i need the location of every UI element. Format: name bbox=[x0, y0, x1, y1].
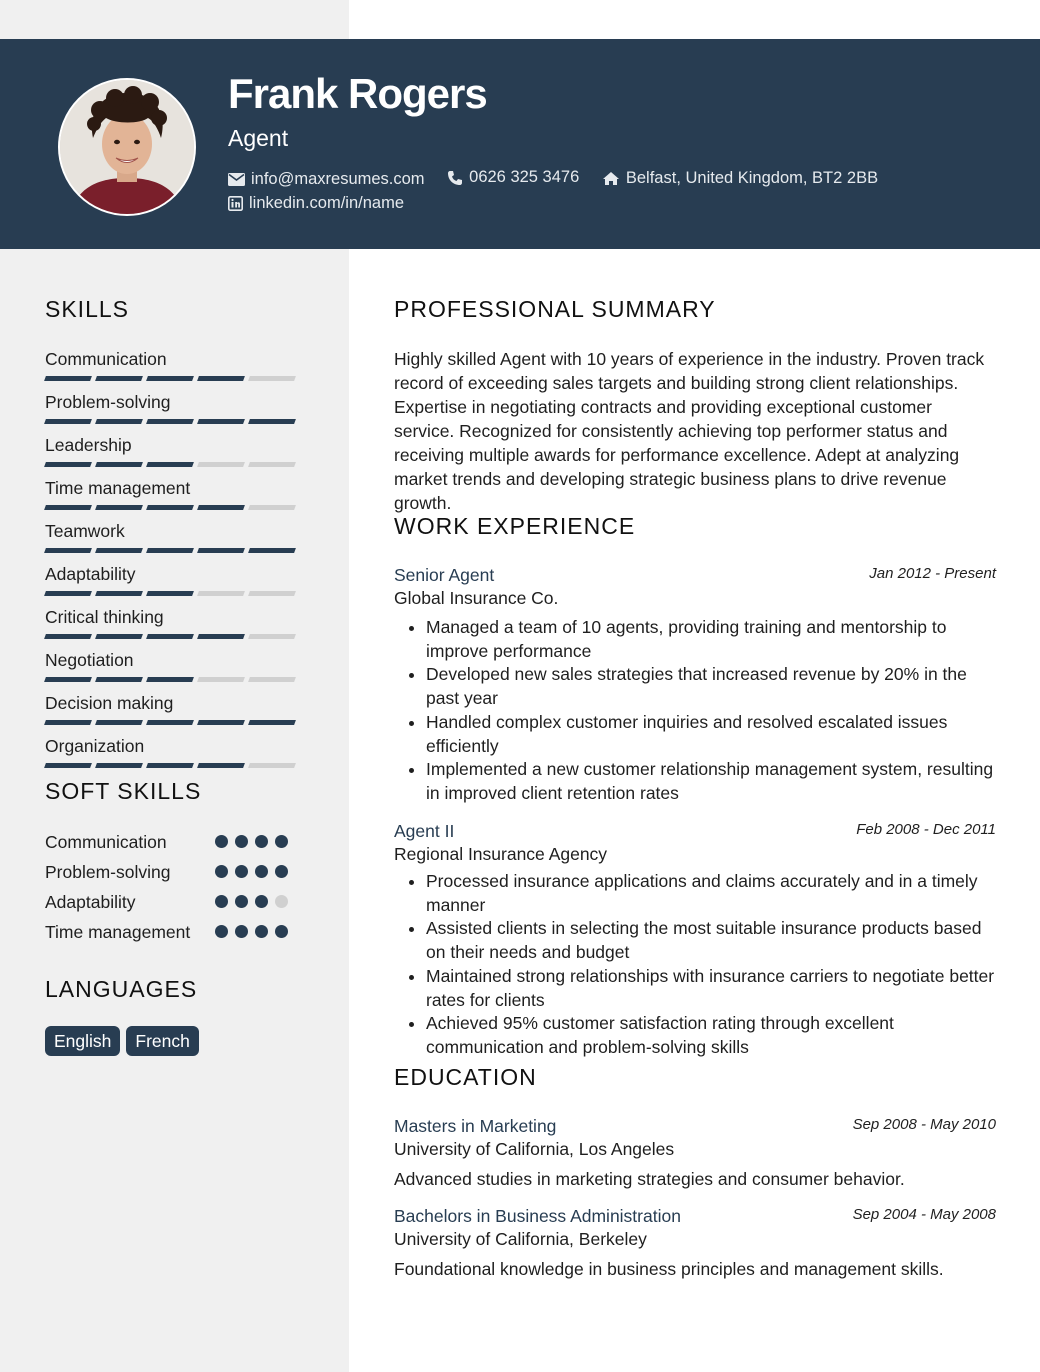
skill-level-bar bbox=[45, 505, 295, 510]
job-bullets bbox=[394, 616, 996, 806]
job-bullet: • Developed new sales strategies that increased revenue by 20% in the past year bbox=[426, 663, 996, 710]
skill-level-segment bbox=[248, 634, 296, 639]
skill-item bbox=[45, 692, 305, 735]
skill-level-segment bbox=[197, 677, 245, 682]
skill-level-segment bbox=[146, 376, 194, 381]
skill-name: Decision making bbox=[45, 693, 174, 713]
rating-dot bbox=[255, 925, 268, 938]
languages-list bbox=[45, 1026, 199, 1056]
skill-level-segment bbox=[95, 548, 143, 553]
skill-item bbox=[45, 606, 305, 649]
skill-level-segment bbox=[197, 462, 245, 467]
education-note: Advanced studies in marketing strategies and consumer behavior. bbox=[394, 1169, 905, 1189]
job-bullets bbox=[394, 870, 996, 1060]
soft-skill-name: Problem-solving bbox=[45, 862, 171, 882]
skill-level-segment bbox=[248, 763, 296, 768]
skill-item bbox=[45, 434, 305, 477]
skill-level-segment bbox=[44, 763, 92, 768]
skill-level-segment bbox=[95, 505, 143, 510]
contact-row bbox=[228, 168, 896, 191]
education-entry bbox=[394, 1115, 996, 1191]
languages-heading: LANGUAGES bbox=[45, 976, 198, 1002]
rating-dot bbox=[255, 895, 268, 908]
skill-level-bar bbox=[45, 548, 295, 553]
skill-level-bar bbox=[45, 419, 295, 424]
soft-skill-item bbox=[45, 831, 305, 861]
soft-skill-item bbox=[45, 861, 305, 891]
rating-dot bbox=[235, 925, 248, 938]
job-bullet: • Assisted clients in selecting the most suitable insurance products based on their needs and budget bbox=[426, 917, 996, 964]
skill-level-segment bbox=[95, 720, 143, 725]
soft-skill-name: Adaptability bbox=[45, 892, 136, 912]
linkedin-text: linkedin.com/in/name bbox=[249, 194, 404, 212]
skill-level-segment bbox=[95, 763, 143, 768]
skill-name: Problem-solving bbox=[45, 392, 171, 412]
language-badge: English bbox=[45, 1026, 120, 1056]
skill-level-segment bbox=[44, 720, 92, 725]
job-role: Agent II bbox=[394, 821, 455, 841]
skill-item bbox=[45, 563, 305, 606]
skill-level-segment bbox=[248, 462, 296, 467]
job-company: Global Insurance Co. bbox=[394, 588, 559, 608]
skill-level-segment bbox=[146, 462, 194, 467]
rating-dot bbox=[215, 835, 228, 848]
job-dates: Feb 2008 - Dec 2011 bbox=[856, 821, 996, 838]
job-bullet: • Handled complex customer inquiries and resolved escalated issues efficiently bbox=[426, 711, 996, 758]
school-name: University of California, Los Angeles bbox=[394, 1139, 675, 1159]
skill-name: Communication bbox=[45, 349, 167, 369]
soft-skills-list bbox=[45, 831, 305, 951]
soft-skill-rating bbox=[215, 865, 288, 878]
rating-dot bbox=[275, 925, 288, 938]
soft-skill-item bbox=[45, 891, 305, 921]
contact-address bbox=[602, 169, 878, 188]
candidate-title: Agent bbox=[228, 125, 289, 151]
profile-photo bbox=[58, 78, 196, 216]
skill-level-bar bbox=[45, 763, 295, 768]
skill-level-segment bbox=[95, 376, 143, 381]
skill-level-segment bbox=[248, 419, 296, 424]
rating-dot bbox=[215, 925, 228, 938]
skill-level-bar bbox=[45, 462, 295, 467]
home-icon bbox=[602, 171, 620, 186]
soft-skill-name: Time management bbox=[45, 922, 191, 942]
soft-skill-rating bbox=[215, 925, 288, 938]
rating-dot bbox=[275, 865, 288, 878]
job-bullet: • Managed a team of 10 agents, providing training and mentorship to improve performance bbox=[426, 616, 996, 663]
soft-skill-item bbox=[45, 921, 305, 951]
skill-level-segment bbox=[197, 634, 245, 639]
skill-name: Critical thinking bbox=[45, 607, 164, 627]
soft-skills-heading: SOFT SKILLS bbox=[45, 778, 202, 804]
soft-skill-rating bbox=[215, 835, 288, 848]
rating-dot bbox=[275, 835, 288, 848]
job-role: Senior Agent bbox=[394, 565, 495, 585]
resume-header bbox=[0, 39, 1040, 249]
linkedin-icon bbox=[228, 196, 243, 211]
skill-level-segment bbox=[248, 376, 296, 381]
skill-item bbox=[45, 520, 305, 563]
skill-level-segment bbox=[146, 634, 194, 639]
skill-level-segment bbox=[248, 591, 296, 596]
job-company: Regional Insurance Agency bbox=[394, 844, 608, 864]
degree-name: Masters in Marketing bbox=[394, 1116, 557, 1136]
skill-item bbox=[45, 735, 305, 778]
job-bullet: • Implemented a new customer relationship management system, resulting in improved client retention rates bbox=[426, 758, 996, 805]
skill-item bbox=[45, 477, 305, 520]
phone-text: 0626 325 3476 bbox=[469, 168, 580, 186]
skill-level-segment bbox=[197, 505, 245, 510]
education-entry bbox=[394, 1205, 996, 1281]
summary-heading: PROFESSIONAL SUMMARY bbox=[394, 296, 716, 322]
soft-skill-name: Communication bbox=[45, 832, 167, 852]
rating-dot bbox=[275, 895, 288, 908]
skill-level-bar bbox=[45, 376, 295, 381]
envelope-icon bbox=[228, 173, 245, 186]
skill-level-segment bbox=[44, 548, 92, 553]
skill-item bbox=[45, 348, 305, 391]
contact-phone[interactable] bbox=[447, 168, 579, 187]
skill-level-segment bbox=[95, 419, 143, 424]
contact-row-2 bbox=[228, 194, 422, 216]
school-name: University of California, Berkeley bbox=[394, 1229, 647, 1249]
rating-dot bbox=[235, 835, 248, 848]
skill-level-segment bbox=[146, 548, 194, 553]
skill-item bbox=[45, 391, 305, 434]
skill-name: Negotiation bbox=[45, 650, 134, 670]
skill-name: Organization bbox=[45, 736, 145, 756]
language-badge: French bbox=[126, 1026, 198, 1056]
skill-level-segment bbox=[197, 763, 245, 768]
education-note: Foundational knowledge in business principles and management skills. bbox=[394, 1259, 944, 1279]
address-text: Belfast, United Kingdom, BT2 2BB bbox=[625, 168, 879, 187]
experience-heading: WORK EXPERIENCE bbox=[394, 513, 636, 539]
candidate-name: Frank Rogers bbox=[228, 70, 487, 117]
skill-level-segment bbox=[248, 505, 296, 510]
job-entry bbox=[394, 564, 996, 806]
education-dates: Sep 2004 - May 2008 bbox=[852, 1206, 996, 1223]
soft-skill-rating bbox=[215, 895, 288, 908]
skill-name: Time management bbox=[45, 478, 191, 498]
skill-level-segment bbox=[95, 591, 143, 596]
skill-level-segment bbox=[44, 376, 92, 381]
skill-level-segment bbox=[197, 419, 245, 424]
skill-level-segment bbox=[197, 376, 245, 381]
skill-level-segment bbox=[146, 677, 194, 682]
skill-level-segment bbox=[197, 548, 245, 553]
phone-icon bbox=[447, 170, 463, 186]
skill-level-segment bbox=[44, 505, 92, 510]
skill-level-segment bbox=[95, 634, 143, 639]
skill-item bbox=[45, 649, 305, 692]
skill-level-segment bbox=[44, 677, 92, 682]
job-bullet: • Achieved 95% customer satisfaction rating through excellent communication and problem-solving skills bbox=[426, 1012, 996, 1059]
job-bullet: • Maintained strong relationships with insurance carriers to negotiate better rates for clients bbox=[426, 965, 996, 1012]
rating-dot bbox=[255, 865, 268, 878]
rating-dot bbox=[215, 865, 228, 878]
job-bullet: • Processed insurance applications and claims accurately and in a timely manner bbox=[426, 870, 996, 917]
skill-level-segment bbox=[146, 505, 194, 510]
rating-dot bbox=[235, 865, 248, 878]
skill-level-segment bbox=[44, 419, 92, 424]
skill-name: Adaptability bbox=[45, 564, 136, 584]
skill-name: Teamwork bbox=[45, 521, 125, 541]
skill-level-segment bbox=[95, 462, 143, 467]
contact-email[interactable] bbox=[228, 170, 425, 189]
skill-level-segment bbox=[248, 677, 296, 682]
skill-level-segment bbox=[248, 548, 296, 553]
skill-level-segment bbox=[197, 591, 245, 596]
contact-linkedin[interactable] bbox=[228, 194, 404, 213]
skill-level-segment bbox=[197, 720, 245, 725]
skill-level-bar bbox=[45, 720, 295, 725]
skill-level-segment bbox=[44, 634, 92, 639]
skill-level-segment bbox=[146, 763, 194, 768]
rating-dot bbox=[215, 895, 228, 908]
skill-level-segment bbox=[146, 419, 194, 424]
job-dates: Jan 2012 - Present bbox=[869, 565, 996, 582]
email-text: info@maxresumes.com bbox=[251, 169, 425, 188]
rating-dot bbox=[235, 895, 248, 908]
job-entry bbox=[394, 820, 996, 1060]
degree-name: Bachelors in Business Administration bbox=[394, 1206, 681, 1226]
skill-level-segment bbox=[146, 591, 194, 596]
education-heading: EDUCATION bbox=[394, 1064, 537, 1090]
skill-level-segment bbox=[44, 591, 92, 596]
rating-dot bbox=[255, 835, 268, 848]
skill-level-segment bbox=[248, 720, 296, 725]
skill-level-segment bbox=[146, 720, 194, 725]
summary-text: Highly skilled Agent with 10 years of experience in the industry. Proven track record of exceeding sales targets and building strong client relationships. Expertise in negotiating contracts and providing exceptional customer service. Recognized for consistently achieving top performer status and receiving multiple awards for performance excellence. Adept at analyzing market trends and developing strategic business plans to drive revenue growth. bbox=[394, 349, 985, 513]
skills-heading: SKILLS bbox=[45, 296, 129, 322]
skill-level-segment bbox=[44, 462, 92, 467]
skill-name: Leadership bbox=[45, 435, 132, 455]
skill-level-segment bbox=[95, 677, 143, 682]
skills-list bbox=[45, 348, 305, 778]
education-dates: Sep 2008 - May 2010 bbox=[852, 1116, 996, 1133]
skill-level-bar bbox=[45, 677, 295, 682]
skill-level-bar bbox=[45, 634, 295, 639]
skill-level-bar bbox=[45, 591, 295, 596]
